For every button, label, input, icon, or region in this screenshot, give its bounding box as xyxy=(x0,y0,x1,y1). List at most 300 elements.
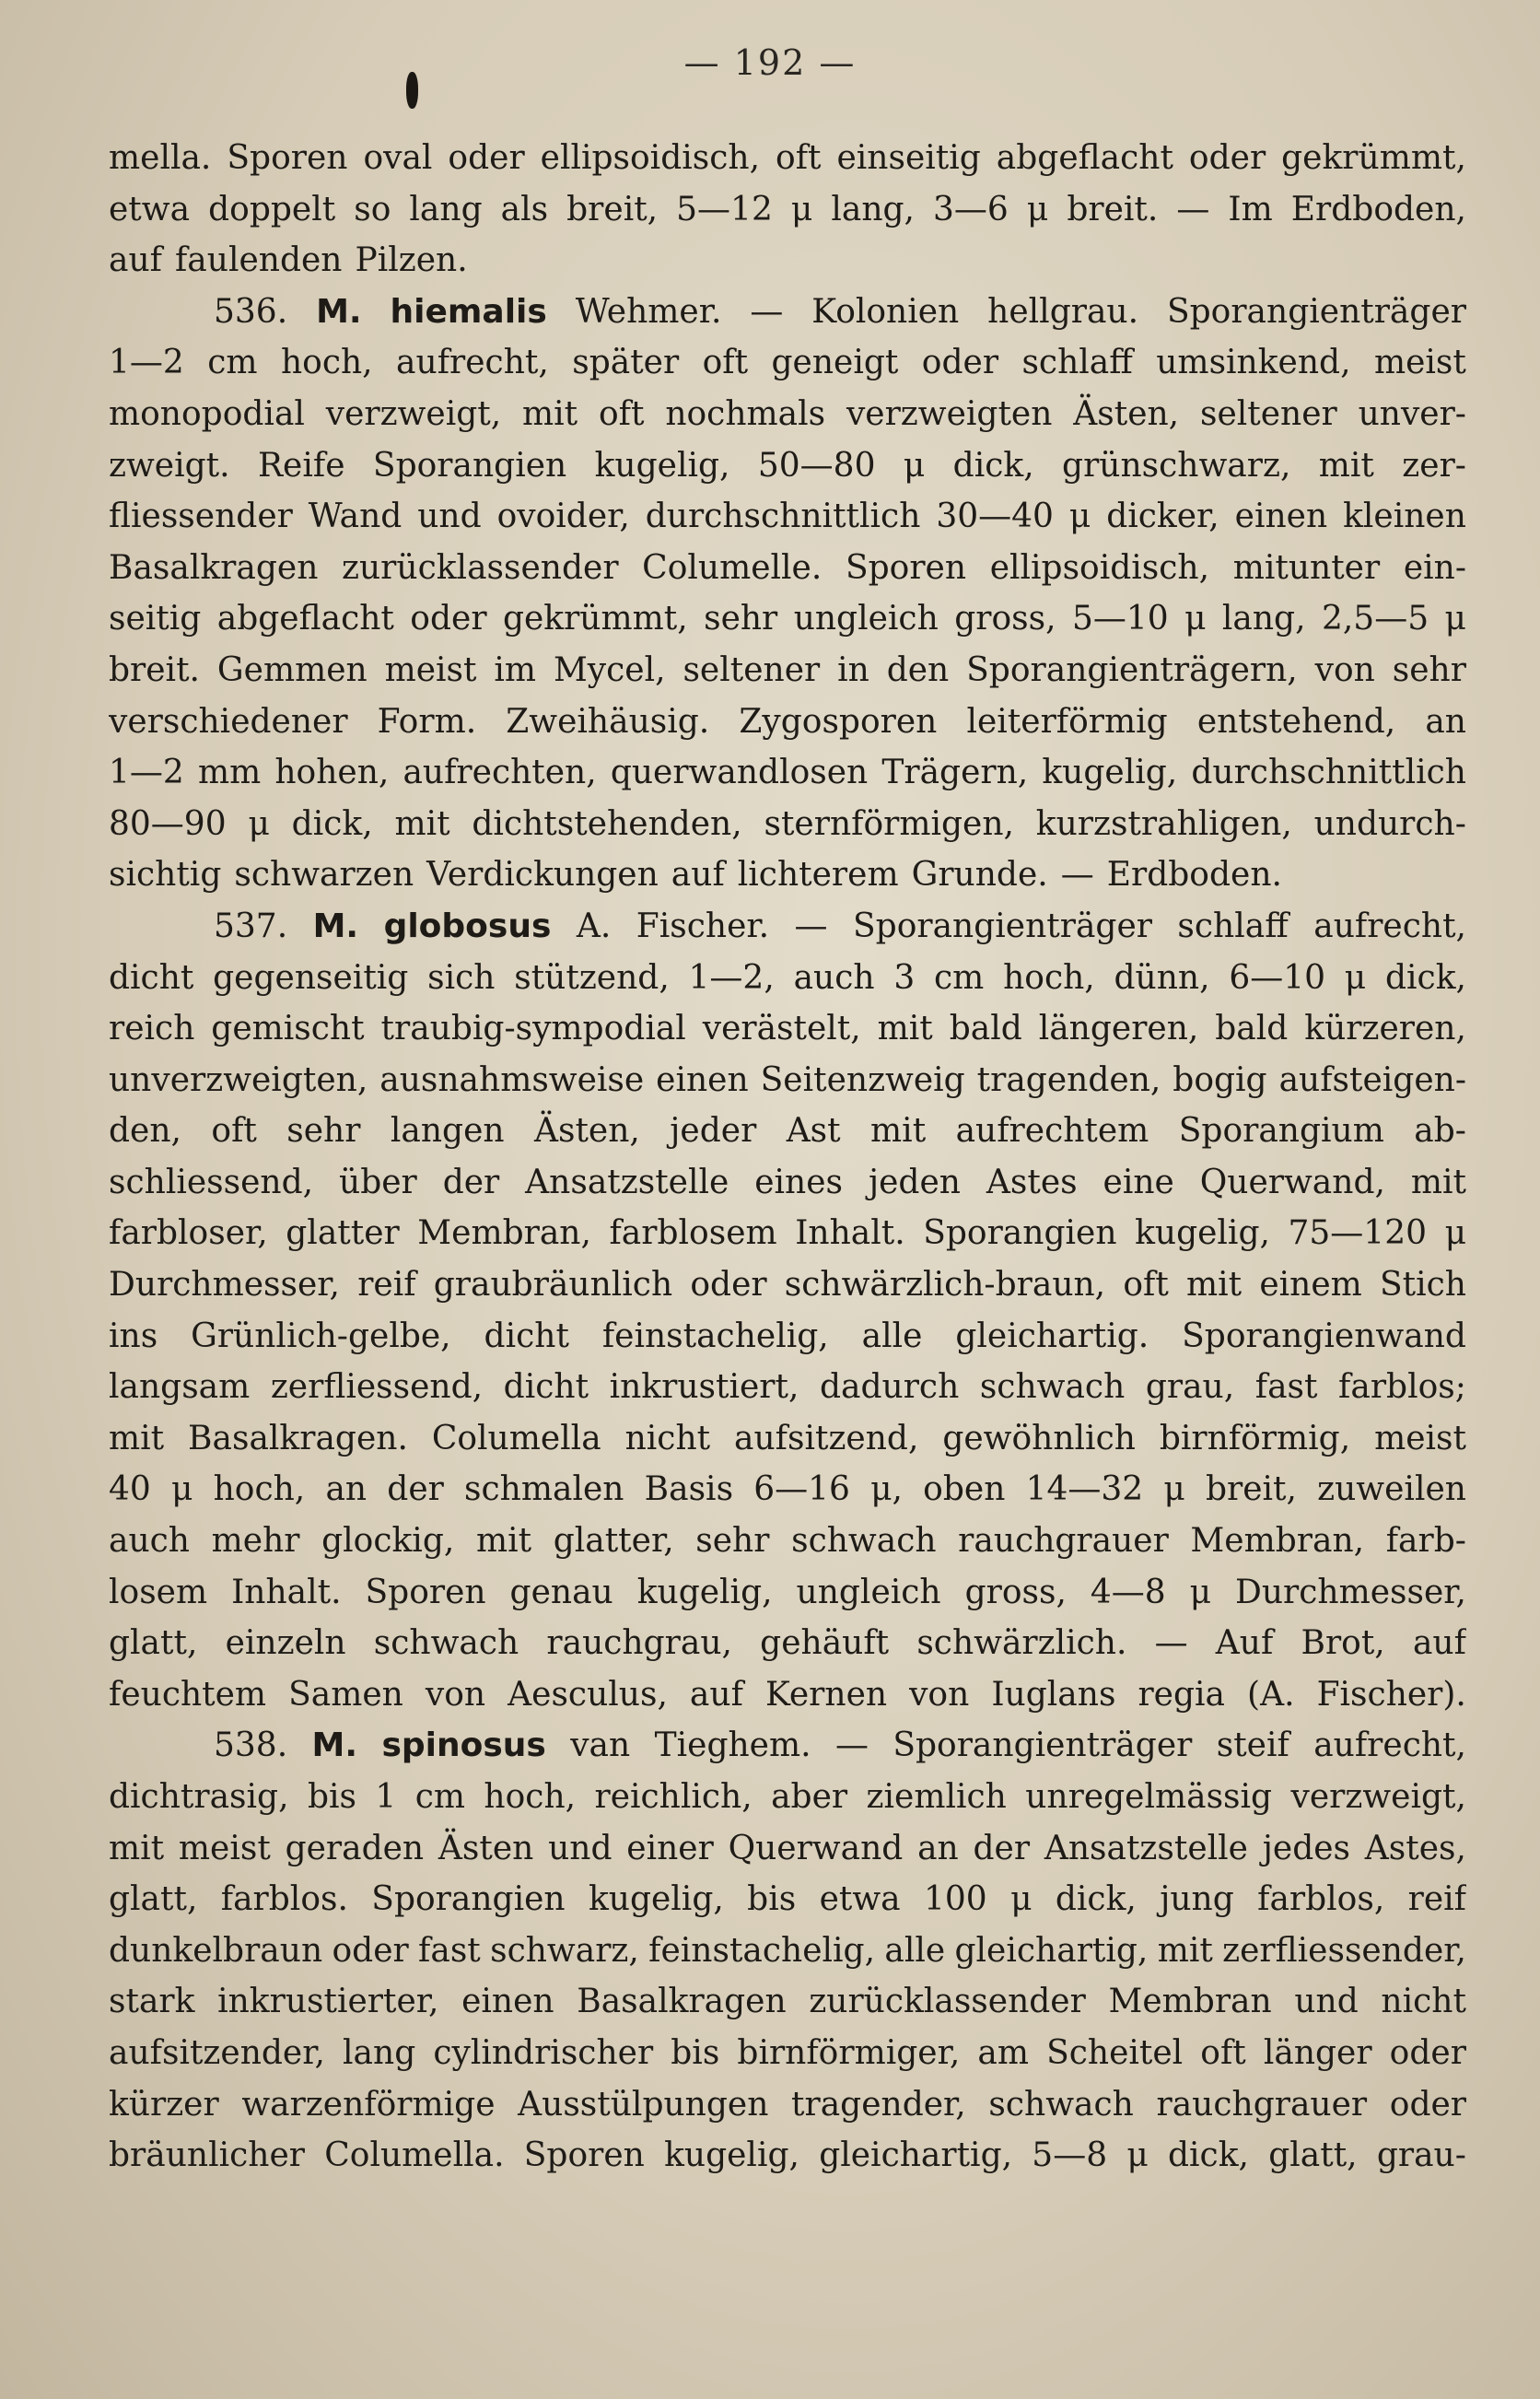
word: über xyxy=(339,1163,417,1201)
word: μ xyxy=(1444,1214,1466,1253)
word: bis xyxy=(671,2033,720,2072)
word: auf xyxy=(671,856,725,895)
word: Grunde. xyxy=(911,856,1048,895)
word: schwach xyxy=(988,2085,1134,2124)
word: Kernen xyxy=(764,1675,888,1714)
word: geneigt xyxy=(771,344,899,382)
word: rauchgrauer xyxy=(1156,2085,1368,2124)
word: breit, xyxy=(1205,1470,1297,1509)
word: sehr xyxy=(286,1112,361,1151)
word: querwandlosen xyxy=(610,754,869,792)
word: μ xyxy=(248,804,270,843)
word: abgeflacht xyxy=(216,600,394,638)
word: (A. xyxy=(1247,1675,1295,1714)
word: traubig-sympodial xyxy=(380,1010,686,1048)
word: regia xyxy=(1138,1675,1225,1714)
word: dichtrasig, xyxy=(109,1778,289,1816)
word: am xyxy=(977,2033,1029,2072)
word: ziemlich xyxy=(866,1778,1007,1816)
word: der xyxy=(442,1163,500,1201)
word: dick, xyxy=(1055,1880,1137,1919)
word: grünschwarz, xyxy=(1062,446,1291,485)
word: meist xyxy=(1374,1419,1466,1457)
word: gemischt xyxy=(211,1010,365,1048)
word: nicht xyxy=(624,1419,711,1457)
word: 4—8 xyxy=(1090,1573,1166,1611)
text-line xyxy=(109,1925,1466,1977)
word: nicht xyxy=(1381,1983,1466,2021)
word: farblosem xyxy=(609,1214,777,1253)
word: oben xyxy=(923,1470,1006,1509)
word: μ xyxy=(1444,600,1466,638)
word: geraden xyxy=(285,1829,425,1867)
word: Membran, xyxy=(1190,1522,1365,1561)
word: gegenseitig xyxy=(213,958,409,997)
word: farblos; xyxy=(1338,1368,1466,1407)
word: Grünlich-gelbe, xyxy=(191,1317,451,1355)
word: Kolonien xyxy=(811,292,960,331)
word: Ansatzstelle xyxy=(1044,1829,1248,1867)
word: dick, xyxy=(291,804,373,843)
word: — xyxy=(794,907,828,945)
word: Sporangien xyxy=(372,446,567,485)
word: van xyxy=(570,1726,631,1765)
word: unregelmässig xyxy=(1025,1778,1273,1816)
word: jedes xyxy=(1262,1829,1351,1867)
word: 3 xyxy=(893,958,916,997)
word: feinstachelig, xyxy=(648,1931,876,1970)
word: dichtstehenden, xyxy=(472,804,742,843)
word: mit xyxy=(1186,1266,1242,1305)
word: 80—90 xyxy=(109,804,227,843)
word: glatt, xyxy=(1268,2136,1358,2175)
word: der xyxy=(387,1470,444,1509)
word: mit xyxy=(870,1112,927,1151)
word: Erdboden, xyxy=(1290,190,1466,228)
word: μ xyxy=(1068,497,1091,536)
word: 537. xyxy=(214,907,288,945)
word: mit xyxy=(1157,1931,1213,1970)
text-line xyxy=(109,1515,1466,1567)
word: M. xyxy=(311,1726,358,1765)
word: oft xyxy=(1200,2033,1246,2072)
text-line xyxy=(109,593,1466,645)
word: aufrecht, xyxy=(1313,1726,1466,1765)
word: birnförmig, xyxy=(1159,1419,1351,1457)
word: zurücklassender xyxy=(342,548,619,587)
word: unverzweigten, xyxy=(109,1060,368,1099)
word: 1—2, xyxy=(688,958,775,997)
word: lang xyxy=(343,2033,416,2072)
word: dicht xyxy=(484,1317,569,1355)
text-line xyxy=(109,1003,1466,1055)
ink-blot xyxy=(406,72,418,109)
word: den xyxy=(886,650,950,689)
word: steif xyxy=(1216,1726,1289,1765)
word: zerfliessend, xyxy=(270,1368,484,1407)
word: oder xyxy=(690,1266,767,1305)
word: als xyxy=(500,190,549,228)
text-line xyxy=(109,133,1466,184)
word: 75—120 xyxy=(1288,1214,1428,1253)
word: aufrecht, xyxy=(1313,907,1466,945)
word: tragender, xyxy=(791,2085,966,2124)
word: dick, xyxy=(952,446,1034,485)
word: graubräunlich xyxy=(433,1266,673,1305)
text-line xyxy=(109,1157,1466,1209)
word: mit xyxy=(1410,1163,1466,1201)
word: jeder xyxy=(670,1112,757,1151)
text-line xyxy=(109,440,1466,492)
word: Reife xyxy=(257,446,345,485)
word: faulenden xyxy=(174,241,343,280)
word: hoch, xyxy=(213,1470,306,1509)
word: lang xyxy=(409,190,483,228)
word: hoch, xyxy=(484,1778,577,1816)
word: einzeln xyxy=(225,1624,346,1663)
word: aufsteigen- xyxy=(1278,1060,1466,1099)
word: oft xyxy=(702,344,749,382)
word: meist xyxy=(1373,344,1466,382)
word: oder xyxy=(448,139,525,177)
word: fast xyxy=(418,1931,481,1970)
word: auch xyxy=(109,1522,190,1561)
text-line xyxy=(109,287,1466,338)
word: gleichartig. xyxy=(955,1317,1149,1355)
word: cm xyxy=(414,1778,466,1816)
word: seitig xyxy=(109,600,202,638)
word: schliessend, xyxy=(109,1163,314,1201)
text-line xyxy=(109,389,1466,440)
word: Zygosporen xyxy=(739,702,938,741)
text-line xyxy=(109,645,1466,696)
word: tragenden, xyxy=(976,1060,1161,1099)
word: stützend, xyxy=(514,958,670,997)
word: Pilzen. xyxy=(355,241,468,280)
word: durchschnittlich xyxy=(1191,754,1466,792)
word: Membran, xyxy=(417,1214,591,1253)
word: eines xyxy=(754,1163,844,1201)
word: 100 xyxy=(924,1880,987,1919)
word: 6—16 xyxy=(753,1470,850,1509)
word: farb- xyxy=(1385,1522,1466,1561)
word: entstehend, xyxy=(1196,702,1396,741)
word: mit xyxy=(522,394,578,433)
word: schlaff xyxy=(1021,344,1133,382)
word: 40 xyxy=(109,1470,151,1509)
word: warzenförmige xyxy=(241,2085,496,2124)
word: Ansatzstelle xyxy=(525,1163,729,1201)
word: Durchmesser, xyxy=(109,1266,340,1305)
word: von xyxy=(909,1675,970,1714)
word: gleichartig, xyxy=(954,1931,1149,1970)
word: Gemmen xyxy=(216,650,368,689)
word: inkrustierter, xyxy=(217,1983,439,2021)
word: hoch, xyxy=(1003,958,1095,997)
word: 536. xyxy=(214,292,288,331)
word: glatt, xyxy=(109,1880,198,1919)
word: oft xyxy=(776,139,822,177)
word: Columelle. xyxy=(642,548,822,587)
word: ovoider, xyxy=(496,497,630,536)
word: glatt, xyxy=(109,1624,198,1663)
word: 5—8 xyxy=(1032,2136,1108,2175)
word: dadurch xyxy=(819,1368,960,1407)
word: μ xyxy=(1184,600,1207,638)
text-line xyxy=(109,1976,1466,2028)
word: Fischer). xyxy=(1316,1675,1466,1714)
word: 5—12 xyxy=(676,190,773,228)
word: sehr xyxy=(695,1522,770,1561)
word: ein- xyxy=(1403,548,1466,587)
word: Inhalt. xyxy=(795,1214,905,1253)
text-line xyxy=(109,337,1466,389)
word: oft xyxy=(1123,1266,1169,1305)
word: monopodial xyxy=(109,394,305,433)
text-line xyxy=(109,1669,1466,1721)
word: von xyxy=(425,1675,486,1714)
word: Ästen, xyxy=(533,1112,640,1151)
word: abgeflacht xyxy=(996,139,1173,177)
word: längeren, xyxy=(1038,1010,1199,1048)
word: ab- xyxy=(1414,1112,1466,1151)
word: schmalen xyxy=(464,1470,624,1509)
text-line xyxy=(109,1413,1466,1465)
word: den, xyxy=(109,1112,181,1151)
word: hiemalis xyxy=(390,292,547,331)
text-line xyxy=(109,1618,1466,1669)
text-line xyxy=(109,2079,1466,2131)
word: μ xyxy=(1026,190,1049,228)
word: μ, xyxy=(870,1470,903,1509)
word: länger xyxy=(1263,2033,1372,2072)
word: kugelig, xyxy=(1042,754,1178,792)
word: mit xyxy=(109,1829,165,1867)
word: feuchtem xyxy=(109,1675,267,1714)
word: 6—10 xyxy=(1229,958,1326,997)
word: gleichartig, xyxy=(819,2136,1013,2175)
word: dicht xyxy=(109,958,194,997)
word: einseitig xyxy=(836,139,981,177)
word: aufrechtem xyxy=(955,1112,1149,1151)
word: sehr xyxy=(704,600,778,638)
word: cm xyxy=(934,958,985,997)
word: μ xyxy=(1010,1880,1032,1919)
word: verschiedener xyxy=(109,702,348,741)
word: — xyxy=(1060,856,1094,895)
word: ins xyxy=(109,1317,158,1355)
word: — xyxy=(1154,1624,1188,1663)
word: 3—6 xyxy=(933,190,1009,228)
word: breit, xyxy=(566,190,659,228)
word: dunkelbraun xyxy=(109,1931,323,1970)
word: 538. xyxy=(214,1726,288,1765)
word: mit xyxy=(394,804,450,843)
text-line xyxy=(109,747,1466,799)
word: auf xyxy=(1412,1624,1466,1663)
word: breit. xyxy=(1067,190,1159,228)
word: Brot, xyxy=(1301,1624,1385,1663)
word: oder xyxy=(1389,2033,1466,2072)
word: mitunter xyxy=(1232,548,1381,587)
word: zer- xyxy=(1402,446,1466,485)
word: oder xyxy=(332,1931,409,1970)
word: von xyxy=(1314,650,1375,689)
word: Scheitel xyxy=(1046,2033,1184,2072)
word: cm xyxy=(207,344,258,382)
word: breit. xyxy=(109,650,200,689)
word: Sporen xyxy=(365,1573,486,1611)
word: kurzstrahligen, xyxy=(1035,804,1292,843)
word: doppelt xyxy=(208,190,336,228)
word: dick, xyxy=(1384,958,1466,997)
text-line xyxy=(109,1464,1466,1515)
word: und xyxy=(1294,1983,1359,2021)
word: 14—32 xyxy=(1025,1470,1144,1509)
word: bogig xyxy=(1172,1060,1267,1099)
text-line xyxy=(109,491,1466,543)
word: μ xyxy=(1126,2136,1149,2175)
word: fast xyxy=(1254,1368,1318,1407)
word: farbloser, xyxy=(109,1214,268,1253)
word: Sporangienträger xyxy=(852,907,1152,945)
word: Sporangium xyxy=(1178,1112,1384,1151)
word: jeden xyxy=(868,1163,961,1201)
word: kugelig, xyxy=(594,446,730,485)
word: undurch- xyxy=(1313,804,1466,843)
word: dünn, xyxy=(1114,958,1210,997)
word: Im xyxy=(1228,190,1273,228)
word: etwa xyxy=(819,1880,901,1919)
word: mehr xyxy=(211,1522,300,1561)
word: Sporen xyxy=(523,2136,645,2175)
word: an xyxy=(325,1470,368,1509)
word: Ästen, xyxy=(1073,394,1180,433)
word: später xyxy=(572,344,680,382)
word: seltener xyxy=(682,650,821,689)
word: Durchmesser, xyxy=(1234,1573,1466,1611)
word: Ast xyxy=(786,1112,841,1151)
word: oft xyxy=(211,1112,257,1151)
word: Samen xyxy=(288,1675,403,1714)
word: Sporangienträgern, xyxy=(966,650,1298,689)
body-text xyxy=(109,133,1466,2182)
word: fliessender xyxy=(109,497,293,536)
word: sehr xyxy=(1392,650,1466,689)
word: umsinkend, xyxy=(1156,344,1351,382)
word: birnförmiger, xyxy=(737,2033,961,2072)
word: ausnahmsweise xyxy=(379,1060,645,1099)
word: lang, xyxy=(1221,600,1306,638)
word: aber xyxy=(771,1778,848,1816)
word: Sporangienträger xyxy=(892,1726,1193,1765)
word: bräunlicher xyxy=(109,2136,305,2175)
word: schlaff xyxy=(1177,907,1289,945)
word: einen xyxy=(461,1983,554,2021)
word: schwärzlich. xyxy=(916,1624,1127,1663)
word: rauchgrauer xyxy=(958,1522,1169,1561)
word: Seitenzweig xyxy=(760,1060,965,1099)
text-line xyxy=(109,1772,1466,1823)
word: genau xyxy=(509,1573,613,1611)
text-line xyxy=(109,1259,1466,1311)
word: langen xyxy=(390,1112,505,1151)
word: Aesculus, xyxy=(508,1675,668,1714)
word: zweigt. xyxy=(109,446,230,485)
text-line xyxy=(109,235,1466,287)
word: sich xyxy=(427,958,496,997)
word: Astes xyxy=(986,1163,1078,1201)
word: M. xyxy=(316,292,362,331)
word: und xyxy=(417,497,482,536)
word: hoch, xyxy=(280,344,373,382)
word: μ xyxy=(903,446,926,485)
word: dick, xyxy=(1167,2136,1249,2175)
word: kürzer xyxy=(109,2085,219,2124)
word: mit xyxy=(109,1419,165,1457)
word: Sporangienwand xyxy=(1182,1317,1466,1355)
word: Membran xyxy=(1108,1983,1272,2021)
word: Trägern, xyxy=(881,754,1029,792)
word: gehäuft xyxy=(760,1624,890,1663)
word: reif xyxy=(1407,1880,1466,1919)
word: bis xyxy=(747,1880,797,1919)
word: einen xyxy=(656,1060,749,1099)
word: Querwand, xyxy=(1199,1163,1385,1201)
word: jung xyxy=(1160,1880,1234,1919)
word: lang, xyxy=(831,190,915,228)
word: 1 xyxy=(375,1778,397,1816)
word: Wand xyxy=(308,497,402,536)
word: 30—40 xyxy=(936,497,1054,536)
word: nochmals xyxy=(665,394,826,433)
word: kugelig, xyxy=(636,1573,773,1611)
word: A. xyxy=(576,907,612,945)
word: — xyxy=(1176,190,1210,228)
word: losem xyxy=(109,1573,208,1611)
text-line xyxy=(109,1055,1466,1106)
text-line xyxy=(109,1874,1466,1925)
word: μ xyxy=(171,1470,193,1509)
word: mella. xyxy=(109,139,212,177)
word: schwärzlich-braun, xyxy=(784,1266,1106,1305)
word: Sporen xyxy=(845,548,967,587)
word: mit xyxy=(475,1522,532,1561)
word: verzweigten xyxy=(846,394,1053,433)
text-line xyxy=(109,1362,1466,1413)
word: reich xyxy=(109,1010,195,1048)
word: sternförmigen, xyxy=(764,804,1014,843)
text-line xyxy=(109,849,1466,901)
word: Mycel, xyxy=(553,650,666,689)
word: verzweigt, xyxy=(325,394,502,433)
word: zerfliessender, xyxy=(1222,1931,1466,1970)
text-line xyxy=(109,1720,1466,1772)
word: Columella. xyxy=(324,2136,505,2175)
word: Querwand xyxy=(728,1829,904,1867)
word: verästelt, xyxy=(702,1010,861,1048)
word: auf xyxy=(109,241,162,280)
word: kleinen xyxy=(1343,497,1466,536)
word: Verdickungen xyxy=(426,856,659,895)
text-line xyxy=(109,1106,1466,1157)
word: stark xyxy=(109,1983,195,2021)
word: grau, xyxy=(1145,1368,1235,1407)
word: schwarzen xyxy=(234,856,414,895)
word: gekrümmt, xyxy=(502,600,688,638)
word: Inhalt. xyxy=(231,1573,342,1611)
word: etwa xyxy=(109,190,191,228)
